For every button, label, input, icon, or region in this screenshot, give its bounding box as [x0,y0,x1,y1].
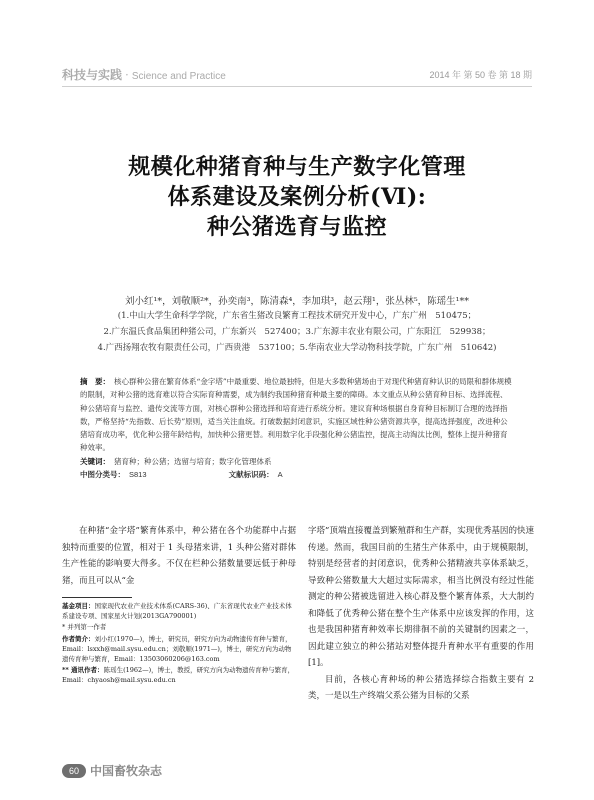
footnote-rule [62,597,132,598]
affiliation-line-1: (1.中山大学生命科学学院，广东省生猪改良繁育工程技术研究开发中心，广东广州 510475； [117,311,477,321]
fund-label: 基金项目： [62,602,95,610]
affiliation-line-2: 2.广东温氏食品集团种猪公司，广东新兴 527400；3.广东源丰农业有限公司，广东阳江 529938； [103,327,491,337]
article-title [30,152,564,242]
doc-code-value: A [277,470,283,480]
body-paragraph: 在种猪“金字塔”繁育体系中，种公猪在各个功能群中占据独特而重要的位置，相对于 1 头母猪来讲，1 头种公猪对群体生产性能的影响要大得多。不仅在栏种公猪数量要远低于种母猪，而且可以从“金 [62,526,296,586]
page-number: 60 [62,764,86,778]
section-label: 科技与实践 · Science and Practice [62,68,226,82]
author-bio-label: 作者简介： [62,634,95,643]
clc-label: 中图分类号： [80,470,125,480]
journal-name: 中国畜牧杂志 [90,764,163,778]
abstract-text: 核心群种公猪在繁育体系“金字塔”中最重要、地位最独特，但是大多数种猪场由于对现代种猪育种认识的局限和群体规模的限制，对种公猪的选育难以符合实际育种需要，成为制约我国种猪育种最主要的障碍。本文重点从种公猪育种目标、选择流程、种公猪培育与监控、遗传交流等方面，对核心群种公猪选择和培育进行系统分析。建议育种场根据自身育种目标制订合理的选择指数，严格坚持“先指数、后长势”原则，适当关注血统。打破数据封闭意识，实施区域性种公猪资源共享，提高选择强度，改进种公猪培育成功率，优化种公猪年龄结构，加快种公猪更替。利用数字化手段强化种公猪监控，提高主动淘汰比例，整体上提升种猪育种效率。 [80,377,512,453]
fund-text: 国家现代农业产业技术体系(CARS-36)、广东省现代农业产业技术体系建设专项、国家星火计划(2013GA790001) [62,602,292,621]
title-line-3: 种公猪选育与监控 [206,214,387,240]
issue-info: 2014 年 第 50 卷 第 18 期 [429,70,532,80]
title-line-2: 体系建设及案例分析(Ⅵ): [167,184,427,210]
abstract-block [80,375,514,481]
keywords-label: 关键词： [80,456,110,466]
running-header [62,66,532,82]
corresponding-text: 陈瑶生(1962—)，博士，教授，研究方向为动物遗传育种与繁育，Email：chyaosh@mail.sysu.edu.cn [62,666,295,685]
body-paragraph: 目前，各核心育种场的种公猪选择综合指数主要有 2 类，一是以生产终端父系公猪为目标的父系 [308,674,534,701]
footnotes [62,601,296,687]
section-title-cn: 科技与实践 [62,68,123,82]
author-list: 刘小红¹*，刘敬顺²*，孙奕南³，陈清森⁴，李加琪³，赵云翔¹，张丛林⁵，陈瑶生¹** [125,296,469,307]
corresponding-label: ** 通讯作者： [62,666,104,675]
clc-value: S813 [129,470,147,480]
author-bio-text: 刘小红(1970—)，博士，研究员，研究方向为动物遗传育种与繁育，Email：lsxxh@mail.sysu.edu.cn；刘敬顺(1971—)，博士，研究方向为动物遗传育种与繁育，Email：13503060206@163.com [62,634,292,664]
doc-code-label: 文献标识码： [228,470,274,480]
body-column-right [308,523,534,705]
affiliations [30,308,564,356]
page-footer [62,760,262,778]
abstract-label: 摘 要： [80,377,110,386]
section-title-en: Science and Practice [131,71,226,82]
header-rule [62,86,532,87]
body-column-left [62,523,296,589]
title-line-1: 规模化种猪育种与生产数字化管理 [128,154,466,180]
equal-contribution-note: * 并列第一作者 [62,623,107,632]
keywords-text: 猪育种；种公猪；选留与培育；数字化管理体系 [114,456,272,466]
body-paragraph: 字塔”顶端直接覆盖到繁殖群和生产群，实现优秀基因的快速传递。然而，我国目前的生猪生产体系中，由于规模限制，特别是经营者的封闭意识，优秀种公猪精液共享体系缺乏，导致种公猪数量大大超过实际需求，相当比例没有经过性能测定的种公猪被选留进入核心群及整个繁育体系，大大制约和降低了优秀种公猪在整个生产体系中应该发挥的作用，这也是我国种猪育种效率长期徘徊不前的关键制约因素之一，因此建立独立的种公猪站对整体提升育种水平有重要的作用[1]。 [308,526,534,668]
affiliation-line-3: 4.广西扬翔农牧有限责任公司，广西贵港 537100；5.华南农业大学动物科技学院，广东广州 510642) [97,343,497,353]
